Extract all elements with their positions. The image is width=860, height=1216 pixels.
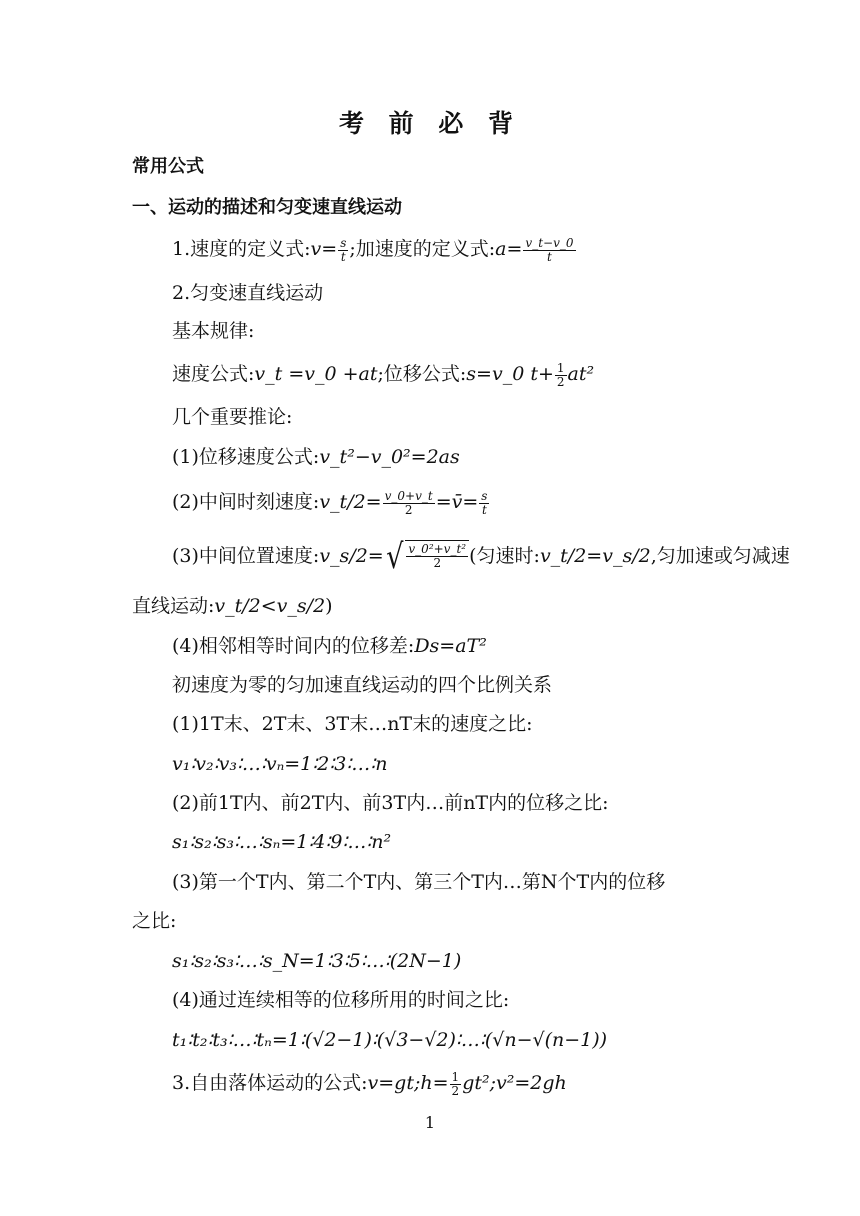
text-line-5: 几个重要推论: [172,406,293,428]
fraction [555,362,567,388]
numerator: v_0+v_t [384,489,433,503]
text-line-14: (2)前1T内、前2T内、前3T内…前nT内的位移之比: [172,792,609,814]
ratio-line-18: s₁∶s₂∶s₃∶…∶s_N=1∶3∶5∶…∶(2N−1) [172,950,462,972]
denominator: 2 [404,502,413,517]
numerator: 1 [451,1070,460,1084]
math: v_t/2<v_s/2 [214,595,326,617]
formula-line-7 [172,490,490,516]
square-root [384,537,469,577]
text-line-12: (1)1T末、2T末、3T末…nT末的速度之比: [172,713,533,735]
text-line-17: 之比: [132,910,177,932]
ratio-line-20: t₁∶t₂∶t₃∶…∶tₙ=1∶(√2−1)∶(√3−√2)∶…∶(√n−√(n−1)) [172,1029,608,1051]
formula-line-9 [132,597,333,616]
text-line-2: 2.匀变速直线运动 [172,282,324,304]
text-line-11: 初速度为零的匀加速直线运动的四个比例关系 [172,674,553,696]
text: ;加速度的定义式: [349,238,496,261]
numerator: v_t−v_0 [525,236,574,250]
formula-line-10 [172,637,487,656]
document-title: 考 前 必 背 [338,109,522,138]
denominator: t [547,249,552,264]
ratio-line-13: v₁∶v₂∶v₃∶…∶vₙ=1∶2∶3∶…∶n [172,753,388,775]
math: a= [495,238,523,261]
page-number: 1 [424,1113,436,1132]
text-line-16: (3)第一个T内、第二个T内、第三个T内…第N个T内的位移 [172,871,666,893]
numerator: s [481,489,488,503]
fraction [479,490,489,516]
math: v_t =v_0 +at [254,363,378,386]
text: 速度公式: [172,363,255,386]
formula-line-21 [172,1071,567,1097]
fraction [383,490,435,516]
text: (1)位移速度公式: [172,446,320,468]
numerator: 1 [556,361,565,375]
ratio-line-15: s₁∶s₂∶s₃∶…∶sₙ=1∶4∶9∶…∶n² [172,831,392,853]
numerator: s [340,236,347,250]
math: at² [567,363,595,386]
text: (匀速时: [469,545,540,567]
text: 3.自由落体运动的公式: [172,1072,368,1095]
math: v_t/2= [319,491,382,514]
text: ) [325,595,333,617]
text-line-3: 基本规律: [172,320,255,342]
math: v_s/2= [319,545,384,567]
math: gt²;v²=2gh [462,1072,567,1095]
math: v=gt;h= [367,1072,449,1095]
math: v_t²−v_0²=2as [319,446,460,468]
section-heading: 常用公式 [132,156,204,177]
denominator: t [340,249,346,264]
denominator: 2 [433,555,442,570]
text: (2)中间时刻速度: [172,491,320,514]
text: (4)相邻相等时间内的位移差: [172,635,415,657]
math: =v̄= [435,491,479,514]
fraction [450,1071,462,1097]
text: 1.速度的定义式: [172,238,311,261]
fraction [523,237,575,263]
chapter-heading: 一、运动的描述和匀变速直线运动 [132,197,402,218]
math: v_t/2=v_s/2 [539,545,651,567]
text: 直线运动: [132,595,215,617]
denominator: 2 [451,1083,460,1098]
radical-sign: √ [385,537,404,577]
text: ;位移公式: [377,363,467,386]
text-line-19: (4)通过连续相等的位移所用的时间之比: [172,989,510,1011]
formula-line-6 [172,448,460,467]
fraction [406,543,468,569]
denominator: t [481,502,487,517]
math: s=v_0 t+ [466,363,554,386]
formula-line-4 [172,362,594,388]
math: Ds=aT² [414,635,487,657]
math: v= [310,238,338,261]
formula-line-1 [172,237,577,263]
radicand [405,540,469,574]
fraction [338,237,348,263]
denominator: 2 [556,374,565,389]
numerator: v_0²+v_t² [408,542,467,556]
formula-line-8 [172,537,790,577]
text: (3)中间位置速度: [172,545,320,567]
text: ,匀加速或匀减速 [650,545,790,567]
